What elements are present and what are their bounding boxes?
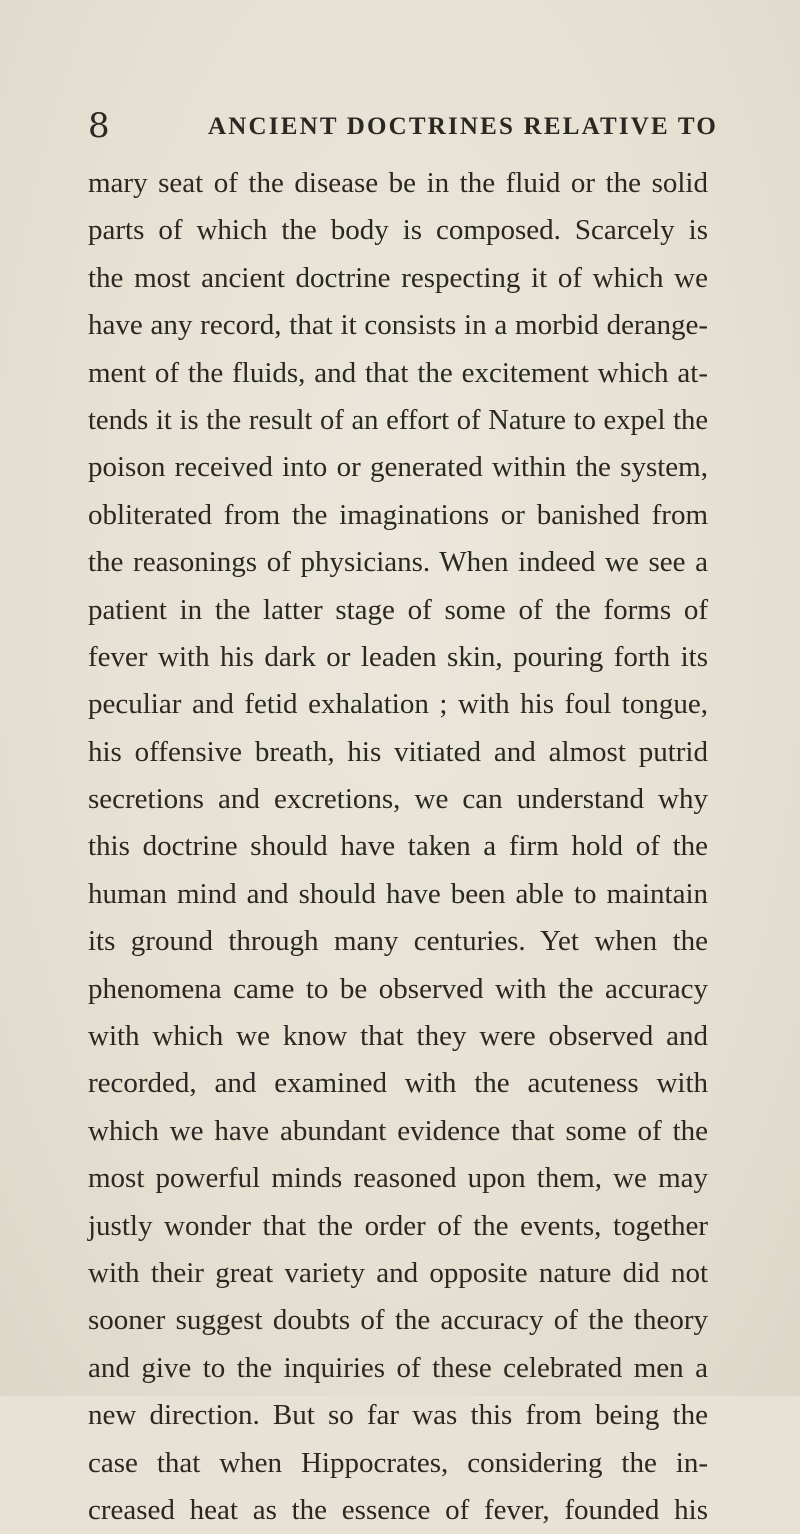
text-line: the most ancient doctrine respecting it of which we — [88, 261, 708, 294]
body-text — [88, 160, 708, 1534]
text-line: have any record, that it consists in a morbid derange- — [88, 309, 708, 342]
text-line: case that when Hippocrates, considering the in- — [88, 1446, 708, 1479]
text-line: secretions and excretions, we can understand why — [88, 783, 708, 816]
text-line: sooner suggest doubts of the accuracy of the theory — [88, 1304, 708, 1337]
text-line: with which we know that they were observed and — [88, 1020, 708, 1053]
text-line: the reasonings of physicians. When indeed we see a — [88, 546, 708, 579]
page-header — [88, 106, 718, 146]
text-line: poison received into or generated within the system, — [88, 451, 708, 484]
text-line: fever with his dark or leaden skin, pouring forth its — [88, 640, 708, 673]
text-line: parts of which the body is composed. Scarcely is — [88, 214, 708, 247]
text-line: ment of the fluids, and that the excitement which at- — [88, 356, 708, 389]
text-line: most powerful minds reasoned upon them, we may — [88, 1162, 708, 1195]
text-line: his offensive breath, his vitiated and almost putrid — [88, 735, 708, 768]
text-line: justly wonder that the order of the events, together — [88, 1209, 708, 1242]
text-line: phenomena came to be observed with the accuracy — [88, 972, 708, 1005]
text-line: tends it is the result of an effort of Nature to expel the — [88, 404, 708, 436]
text-line: mary seat of the disease be in the fluid or the solid — [88, 167, 708, 199]
text-line: and give to the inquiries of these celebrated men a — [88, 1351, 708, 1384]
text-line: patient in the latter stage of some of the forms of — [88, 593, 708, 626]
text-line: human mind and should have been able to maintain — [88, 877, 708, 910]
text-line: peculiar and fetid exhalation ; with his foul tongue, — [88, 688, 708, 721]
text-line: which we have abundant evidence that some of the — [88, 1114, 708, 1147]
text-line: this doctrine should have taken a firm hold of the — [88, 830, 708, 863]
running-head: ANCIENT DOCTRINES RELATIVE TO — [208, 113, 718, 140]
text-line: new direction. But so far was this from being the — [88, 1399, 708, 1432]
text-line: recorded, and examined with the acuteness with — [88, 1067, 708, 1100]
text-line: its ground through many centuries. Yet when the — [88, 925, 708, 958]
page-number: 8 — [88, 106, 110, 146]
text-line: with their great variety and opposite nature did not — [88, 1256, 708, 1289]
text-line: obliterated from the imaginations or banished from — [88, 498, 708, 531]
text-line: creased heat as the essence of fever, founded his — [88, 1493, 708, 1526]
